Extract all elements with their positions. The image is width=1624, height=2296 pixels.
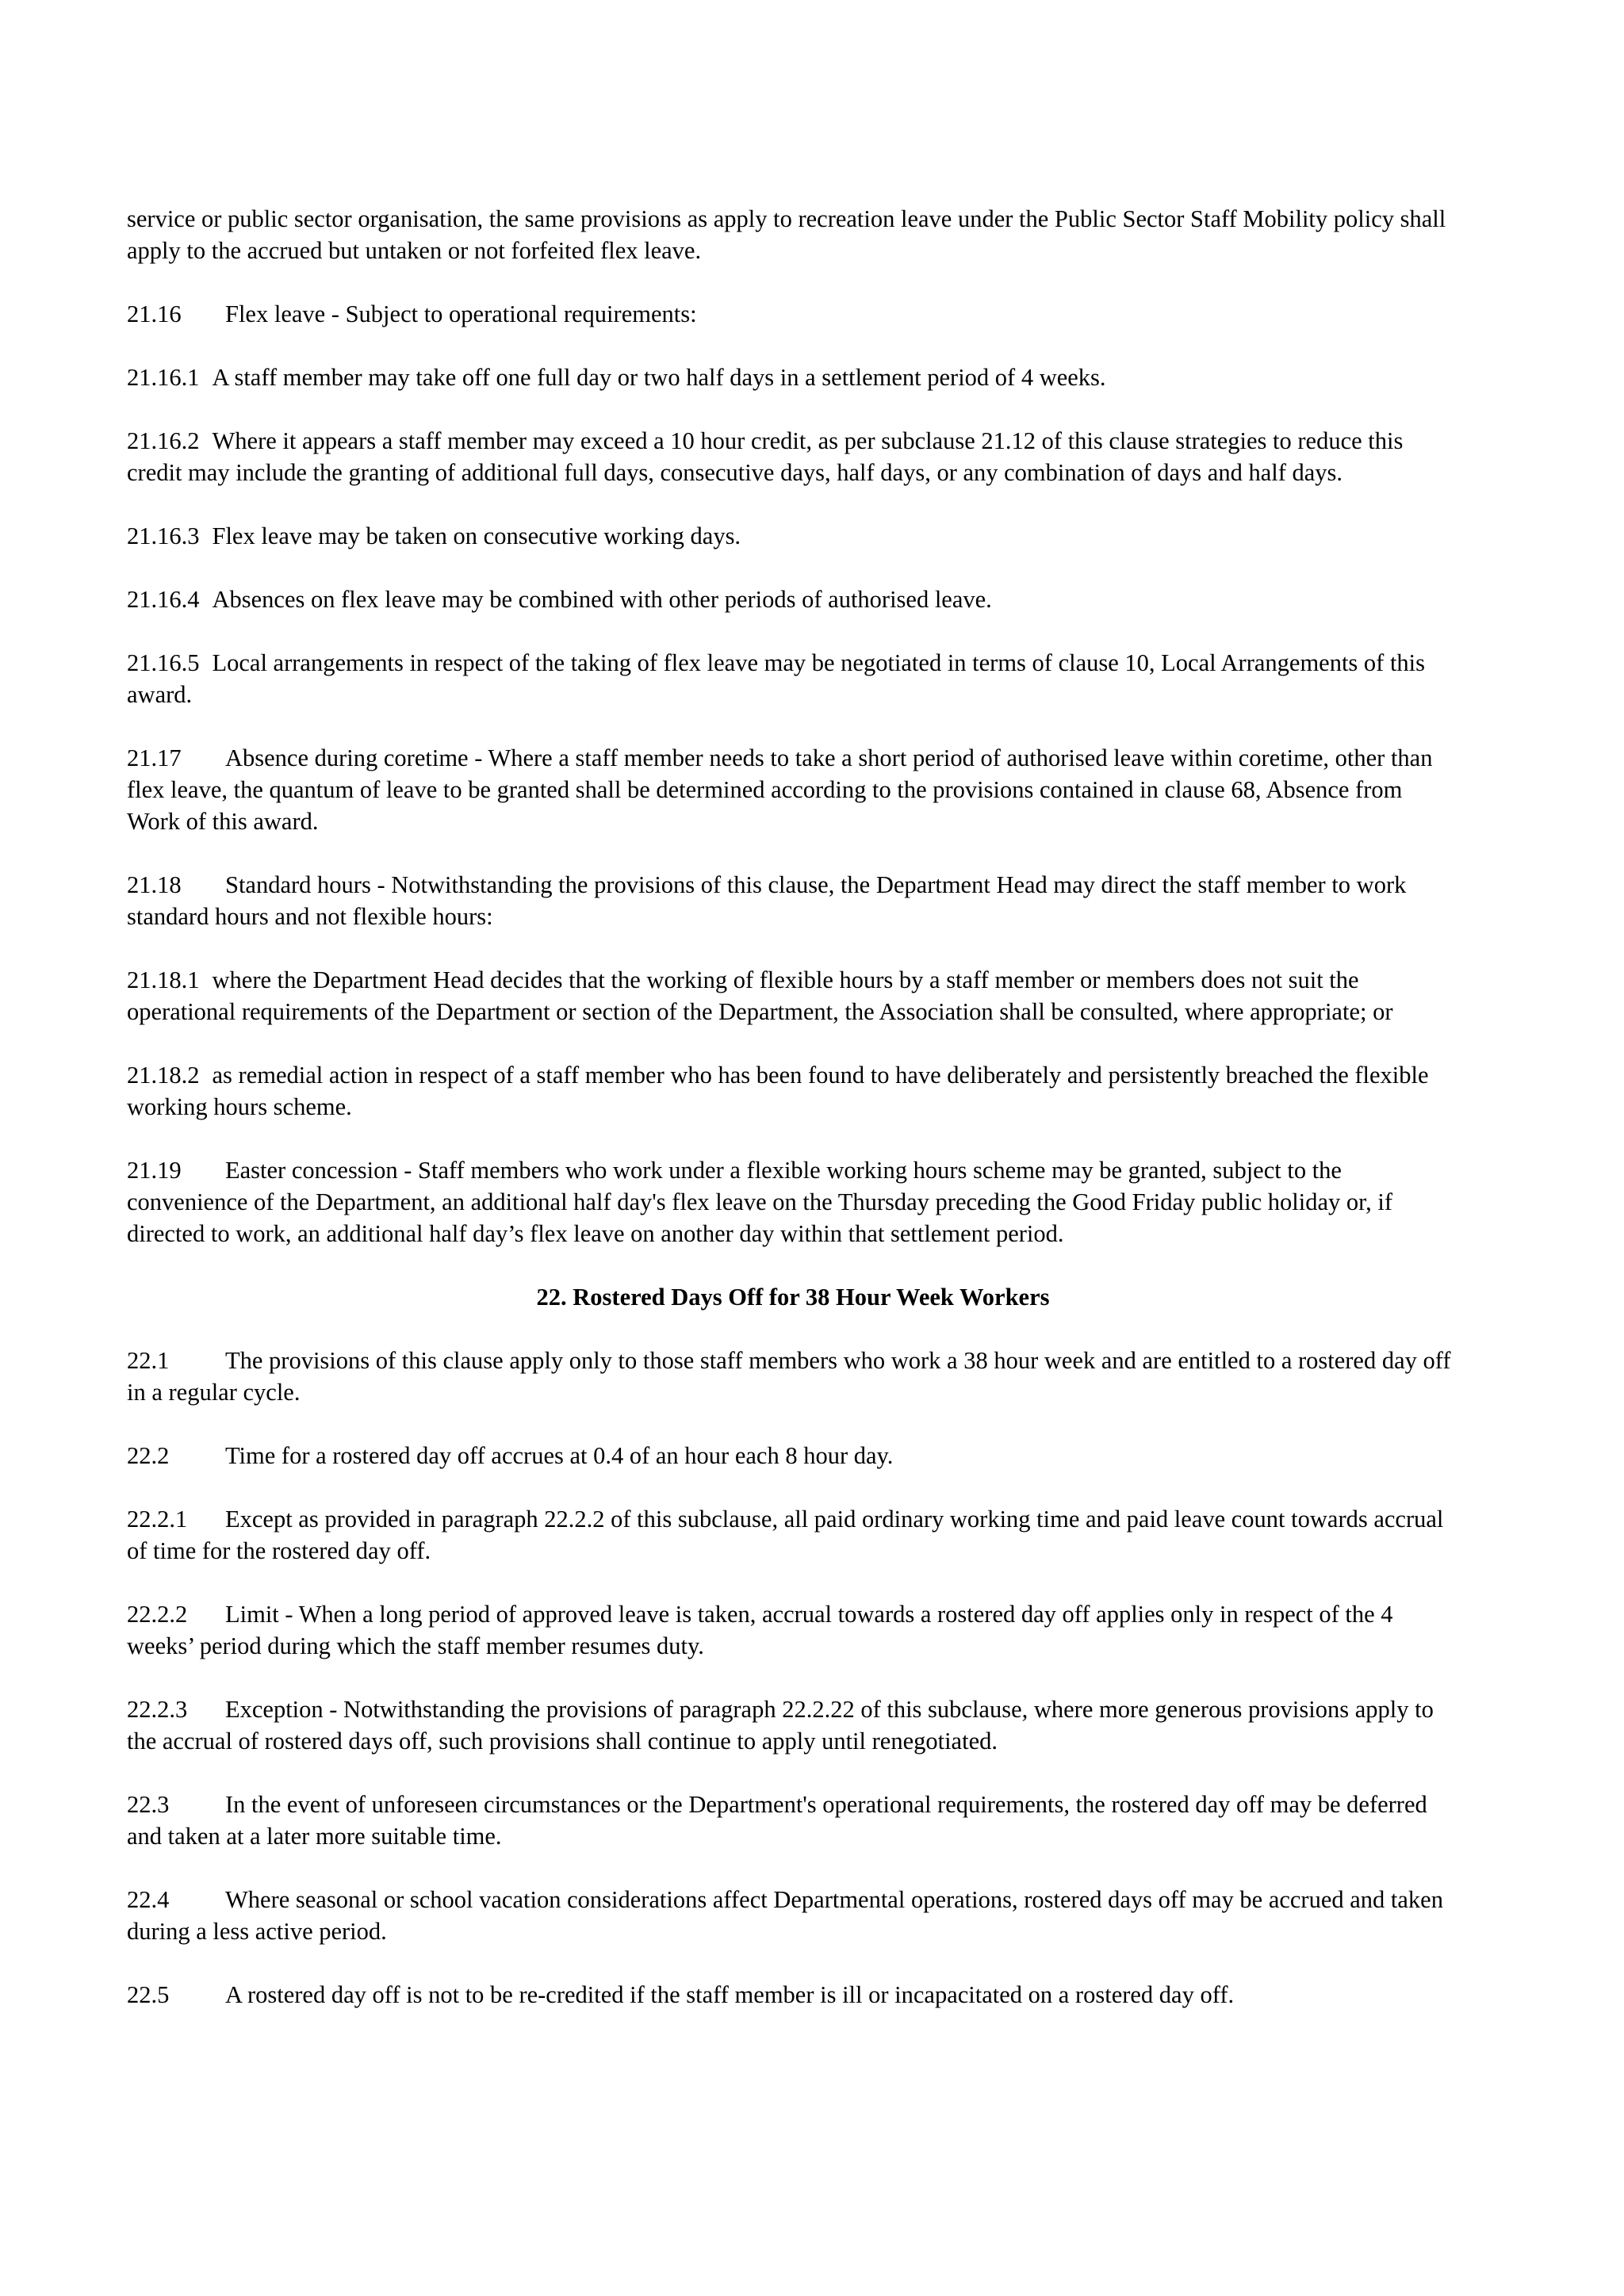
paragraph-21-18-1 [127, 964, 1459, 1027]
clause-number: 21.19 [127, 1157, 182, 1184]
paragraph-21-17 [127, 742, 1459, 837]
paragraph-text: Limit - When a long period of approved leave is taken, accrual towards a rostered day off applies only in respect of the 4 weeks’ period during which the staff member resumes duty. [127, 1601, 1393, 1659]
paragraph-21-16-1 [127, 362, 1459, 393]
clause-number: 21.16.1 [127, 364, 200, 391]
clause-number: 21.16.5 [127, 649, 200, 676]
clause-number: 21.16.4 [127, 586, 200, 613]
paragraph-22-2-3 [127, 1693, 1459, 1757]
paragraph-22-4 [127, 1884, 1459, 1947]
section-heading: 22. Rostered Days Off for 38 Hour Week Workers [536, 1284, 1050, 1311]
paragraph-22-3 [127, 1789, 1459, 1852]
paragraph-22-5 [127, 1979, 1459, 2011]
paragraph-text: Time for a rostered day off accrues at 0.4 of an hour each 8 hour day. [225, 1442, 894, 1469]
paragraph-text: as remedial action in respect of a staff member who has been found to have deliberately and persistently breached the flexible working hours scheme. [127, 1062, 1429, 1120]
paragraph-text: service or public sector organisation, the same provisions as apply to recreation leave under the Public Sector Staff Mobility policy shall apply to the accrued but untaken or not forfeited flex leave. [127, 205, 1446, 264]
paragraph-text: Standard hours - Notwithstanding the provisions of this clause, the Department Head may direct the staff member to work standard hours and not flexible hours: [127, 871, 1407, 930]
paragraph-21-18 [127, 869, 1459, 932]
clause-number: 22.5 [127, 1981, 170, 2008]
clause-number: 21.17 [127, 744, 182, 771]
clause-number: 21.18 [127, 871, 182, 898]
paragraph-21-19 [127, 1154, 1459, 1249]
paragraph-continued [127, 203, 1459, 266]
paragraph-text: Except as provided in paragraph 22.2.2 of this subclause, all paid ordinary working time and paid leave count towards accrual of time for the rostered day off. [127, 1506, 1444, 1564]
clause-number: 21.18.1 [127, 966, 200, 993]
paragraph-text: Flex leave - Subject to operational requirements: [225, 300, 697, 327]
paragraph-text: Easter concession - Staff members who work under a flexible working hours scheme may be granted, subject to the convenience of the Department, an additional half day's flex leave on the Thursday preceding the Good Friday public holiday or, if directed to work, an additional half day’s flex leave on another day within that settlement period. [127, 1157, 1392, 1247]
paragraph-22-2-1 [127, 1503, 1459, 1567]
paragraph-text: A rostered day off is not to be re-credited if the staff member is ill or incapacitated on a rostered day off. [225, 1981, 1235, 2008]
clause-number: 21.16.2 [127, 427, 200, 454]
clause-number: 22.2.1 [127, 1506, 188, 1533]
paragraph-text: Local arrangements in respect of the taking of flex leave may be negotiated in terms of clause 10, Local Arrangements of this award. [127, 649, 1426, 708]
paragraph-21-16-2 [127, 425, 1459, 488]
paragraph-21-16-4 [127, 584, 1459, 615]
clause-number: 21.16.3 [127, 522, 200, 549]
paragraph-21-16-3 [127, 520, 1459, 552]
paragraph-text: Where it appears a staff member may exceed a 10 hour credit, as per subclause 21.12 of this clause strategies to reduce this credit may include the granting of additional full days, consecutive days, half days, or any combination of days and half days. [127, 427, 1404, 486]
document-body [127, 203, 1459, 2042]
paragraph-text: A staff member may take off one full day or two half days in a settlement period of 4 weeks. [212, 364, 1106, 391]
paragraph-text: The provisions of this clause apply only to those staff members who work a 38 hour week and are entitled to a rostered day off in a regular cycle. [127, 1347, 1451, 1406]
clause-number: 22.2.3 [127, 1696, 188, 1723]
paragraph-22-2 [127, 1440, 1459, 1471]
clause-number: 22.4 [127, 1886, 170, 1913]
paragraph-text: In the event of unforeseen circumstances or the Department's operational requirements, the rostered day off may be deferred and taken at a later more suitable time. [127, 1791, 1427, 1850]
clause-number: 21.16 [127, 300, 182, 327]
paragraph-text: Exception - Notwithstanding the provisions of paragraph 22.2.22 of this subclause, where more generous provisions apply to the accrual of rostered days off, such provisions shall continue to apply until renegotiated. [127, 1696, 1434, 1755]
paragraph-21-16-5 [127, 647, 1459, 710]
paragraph-21-18-2 [127, 1059, 1459, 1123]
clause-number: 21.18.2 [127, 1062, 200, 1089]
paragraph-text: where the Department Head decides that the working of flexible hours by a staff member or members does not suit the operational requirements of the Department or section of the Department, the Association shall be consulted, where appropriate; or [127, 966, 1393, 1025]
paragraph-21-16 [127, 298, 1459, 330]
paragraph-text: Absence during coretime - Where a staff member needs to take a short period of authorised leave within coretime, other than flex leave, the quantum of leave to be granted shall be determined according to the provisions contained in clause 68, Absence from Work of this award. [127, 744, 1433, 835]
paragraph-22-1 [127, 1345, 1459, 1408]
clause-number: 22.2.2 [127, 1601, 188, 1628]
paragraph-22-2-2 [127, 1598, 1459, 1662]
paragraph-text: Flex leave may be taken on consecutive working days. [212, 522, 741, 549]
paragraph-text: Where seasonal or school vacation considerations affect Departmental operations, rostered days off may be accrued and taken during a less active period. [127, 1886, 1443, 1945]
clause-number: 22.1 [127, 1347, 170, 1374]
clause-number: 22.3 [127, 1791, 170, 1818]
paragraph-text: Absences on flex leave may be combined with other periods of authorised leave. [212, 586, 992, 613]
clause-number: 22.2 [127, 1442, 170, 1469]
